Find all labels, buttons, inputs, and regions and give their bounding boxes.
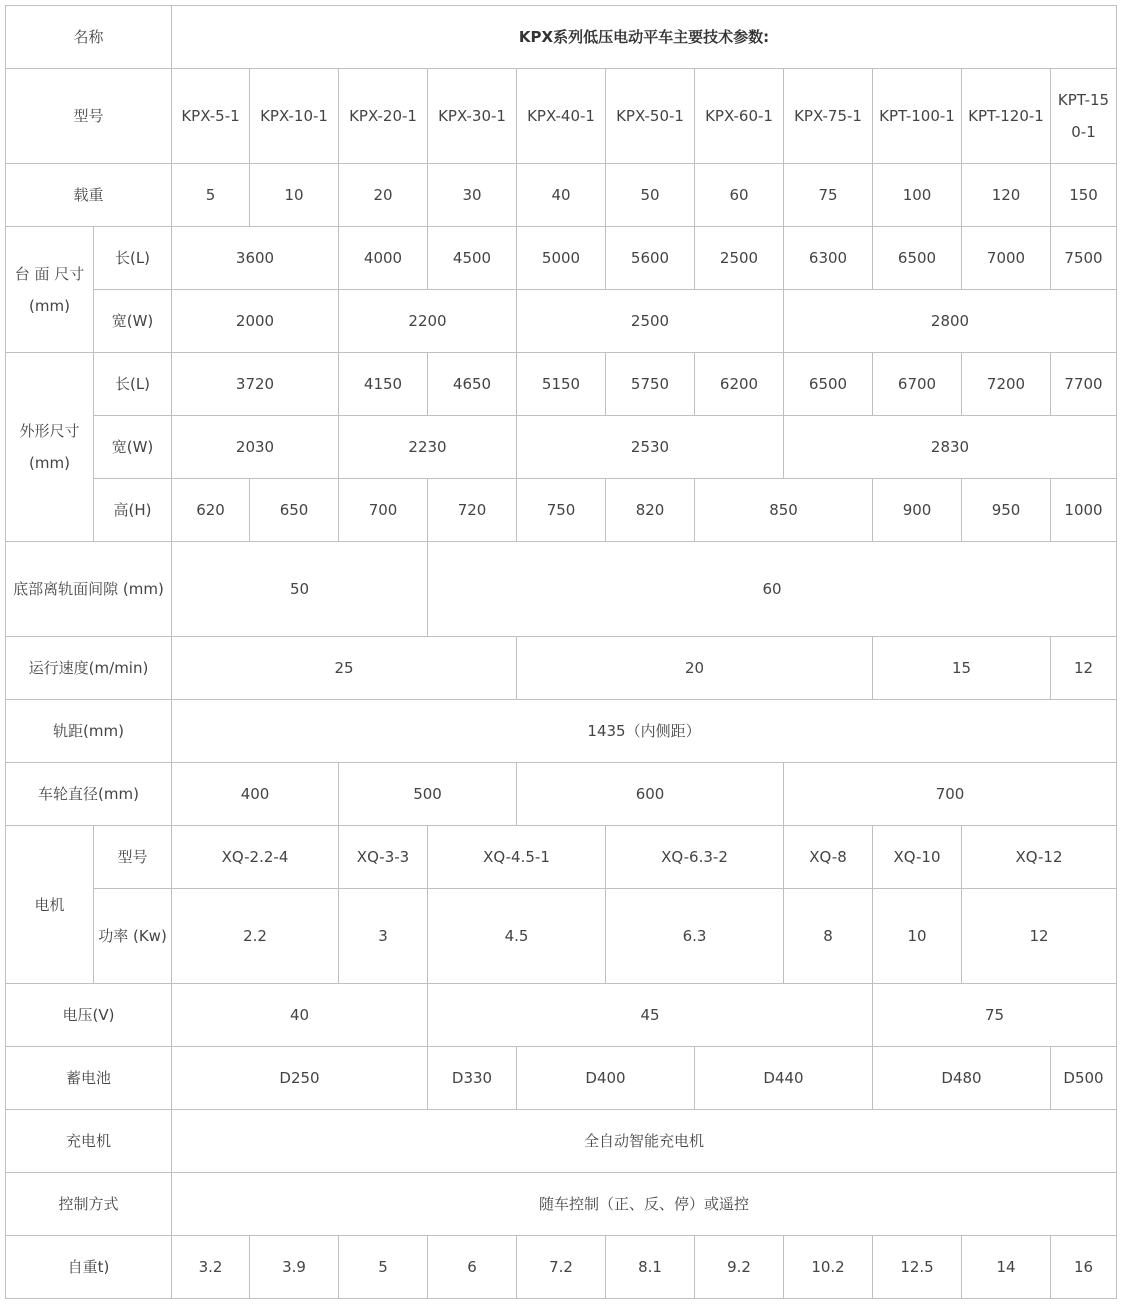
load-row xyxy=(6,164,1117,227)
table-length-cell: 6500 xyxy=(873,227,962,290)
battery-cell: D500 xyxy=(1051,1047,1117,1110)
model-cell: KPX-60-1 xyxy=(695,69,784,164)
row-label-model: 型号 xyxy=(6,69,172,164)
speed-cell: 12 xyxy=(1051,637,1117,700)
outer-height-cell: 700 xyxy=(339,479,428,542)
speed-cell: 20 xyxy=(517,637,873,700)
outer-width-cell: 2030 xyxy=(172,416,339,479)
weight-cell: 8.1 xyxy=(606,1236,695,1299)
battery-cell: D400 xyxy=(517,1047,695,1110)
outer-length-cell: 4650 xyxy=(428,353,517,416)
table-length-cell: 7000 xyxy=(962,227,1051,290)
clearance-cell: 50 xyxy=(172,542,428,637)
wheel-cell: 600 xyxy=(517,763,784,826)
outer-length-cell: 6700 xyxy=(873,353,962,416)
table-width-cell: 2000 xyxy=(172,290,339,353)
motor-model-cell: XQ-10 xyxy=(873,826,962,889)
motor-power-cell: 12 xyxy=(962,889,1117,984)
outer-length-cell: 6200 xyxy=(695,353,784,416)
outer-width-cell: 2230 xyxy=(339,416,517,479)
table-length-cell: 6300 xyxy=(784,227,873,290)
table-size-width-row xyxy=(6,290,1117,353)
model-cell: KPX-10-1 xyxy=(250,69,339,164)
wheel-row xyxy=(6,763,1117,826)
battery-row xyxy=(6,1047,1117,1110)
motor-model-cell: XQ-8 xyxy=(784,826,873,889)
outer-height-cell: 750 xyxy=(517,479,606,542)
model-cell: KPX-50-1 xyxy=(606,69,695,164)
speed-cell: 25 xyxy=(172,637,517,700)
load-cell: 20 xyxy=(339,164,428,227)
control-row xyxy=(6,1173,1117,1236)
load-cell: 150 xyxy=(1051,164,1117,227)
wheel-cell: 400 xyxy=(172,763,339,826)
voltage-cell: 75 xyxy=(873,984,1117,1047)
group-label-outer-size: 外形尺寸 (mm) xyxy=(6,353,94,542)
sub-label-width: 宽(W) xyxy=(94,416,172,479)
outer-size-length-row xyxy=(6,353,1117,416)
sub-label-motor-model: 型号 xyxy=(94,826,172,889)
speed-row xyxy=(6,637,1117,700)
group-label-motor: 电机 xyxy=(6,826,94,984)
weight-cell: 16 xyxy=(1051,1236,1117,1299)
outer-length-cell: 4150 xyxy=(339,353,428,416)
row-label-weight: 自重t) xyxy=(6,1236,172,1299)
outer-length-cell: 5750 xyxy=(606,353,695,416)
load-cell: 30 xyxy=(428,164,517,227)
gauge-row xyxy=(6,700,1117,763)
outer-size-width-row xyxy=(6,416,1117,479)
outer-length-cell: 7200 xyxy=(962,353,1051,416)
voltage-row xyxy=(6,984,1117,1047)
table-length-cell: 4000 xyxy=(339,227,428,290)
voltage-cell: 40 xyxy=(172,984,428,1047)
motor-model-cell: XQ-2.2-4 xyxy=(172,826,339,889)
clearance-row xyxy=(6,542,1117,637)
sub-label-width: 宽(W) xyxy=(94,290,172,353)
motor-model-cell: XQ-3-3 xyxy=(339,826,428,889)
gauge-cell: 1435（内侧距） xyxy=(172,700,1117,763)
outer-length-cell: 5150 xyxy=(517,353,606,416)
weight-cell: 7.2 xyxy=(517,1236,606,1299)
outer-size-height-row xyxy=(6,479,1117,542)
charger-cell: 全自动智能充电机 xyxy=(172,1110,1117,1173)
speed-cell: 15 xyxy=(873,637,1051,700)
weight-cell: 3.2 xyxy=(172,1236,250,1299)
motor-power-cell: 8 xyxy=(784,889,873,984)
model-cell: KPX-40-1 xyxy=(517,69,606,164)
voltage-cell: 45 xyxy=(428,984,873,1047)
motor-model-row xyxy=(6,826,1117,889)
model-cell: KPX-30-1 xyxy=(428,69,517,164)
model-cell: KPT-100-1 xyxy=(873,69,962,164)
load-cell: 120 xyxy=(962,164,1051,227)
motor-power-cell: 10 xyxy=(873,889,962,984)
sub-label-motor-power: 功率 (Kw) xyxy=(94,889,172,984)
table-width-cell: 2500 xyxy=(517,290,784,353)
group-label-table-size: 台 面 尺寸 (mm) xyxy=(6,227,94,353)
outer-length-cell: 7700 xyxy=(1051,353,1117,416)
control-cell: 随车控制（正、反、停）或遥控 xyxy=(172,1173,1117,1236)
load-cell: 60 xyxy=(695,164,784,227)
outer-length-cell: 3720 xyxy=(172,353,339,416)
battery-cell: D480 xyxy=(873,1047,1051,1110)
weight-row xyxy=(6,1236,1117,1299)
table-length-cell: 5000 xyxy=(517,227,606,290)
row-label-gauge: 轨距(mm) xyxy=(6,700,172,763)
model-cell: KPT-120-1 xyxy=(962,69,1051,164)
weight-cell: 9.2 xyxy=(695,1236,784,1299)
outer-height-cell: 1000 xyxy=(1051,479,1117,542)
table-length-cell: 2500 xyxy=(695,227,784,290)
wheel-cell: 700 xyxy=(784,763,1117,826)
weight-cell: 5 xyxy=(339,1236,428,1299)
model-cell: KPX-5-1 xyxy=(172,69,250,164)
row-label-clearance: 底部离轨面间隙 (mm) xyxy=(6,542,172,637)
motor-power-row xyxy=(6,889,1117,984)
spec-table xyxy=(5,5,1117,1299)
load-cell: 75 xyxy=(784,164,873,227)
table-length-cell: 3600 xyxy=(172,227,339,290)
row-label-voltage: 电压(V) xyxy=(6,984,172,1047)
table-size-length-row xyxy=(6,227,1117,290)
battery-cell: D330 xyxy=(428,1047,517,1110)
row-label-speed: 运行速度(m/min) xyxy=(6,637,172,700)
outer-height-cell: 850 xyxy=(695,479,873,542)
table-length-cell: 4500 xyxy=(428,227,517,290)
row-label-charger: 充电机 xyxy=(6,1110,172,1173)
outer-height-cell: 820 xyxy=(606,479,695,542)
weight-cell: 12.5 xyxy=(873,1236,962,1299)
model-row xyxy=(6,69,1117,164)
outer-width-cell: 2530 xyxy=(517,416,784,479)
outer-height-cell: 720 xyxy=(428,479,517,542)
row-label-battery: 蓄电池 xyxy=(6,1047,172,1110)
sub-label-length: 长(L) xyxy=(94,353,172,416)
row-label-control: 控制方式 xyxy=(6,1173,172,1236)
table-length-cell: 5600 xyxy=(606,227,695,290)
motor-power-cell: 6.3 xyxy=(606,889,784,984)
load-cell: 40 xyxy=(517,164,606,227)
load-cell: 5 xyxy=(172,164,250,227)
model-cell: KPX-20-1 xyxy=(339,69,428,164)
outer-height-cell: 900 xyxy=(873,479,962,542)
outer-height-cell: 950 xyxy=(962,479,1051,542)
weight-cell: 10.2 xyxy=(784,1236,873,1299)
sub-label-height: 高(H) xyxy=(94,479,172,542)
motor-model-cell: XQ-12 xyxy=(962,826,1117,889)
model-cell: KPT-150-1 xyxy=(1051,69,1117,164)
motor-power-cell: 2.2 xyxy=(172,889,339,984)
load-cell: 50 xyxy=(606,164,695,227)
weight-cell: 14 xyxy=(962,1236,1051,1299)
motor-model-cell: XQ-6.3-2 xyxy=(606,826,784,889)
load-cell: 10 xyxy=(250,164,339,227)
row-label-wheel: 车轮直径(mm) xyxy=(6,763,172,826)
charger-row xyxy=(6,1110,1117,1173)
outer-length-cell: 6500 xyxy=(784,353,873,416)
battery-cell: D250 xyxy=(172,1047,428,1110)
weight-cell: 6 xyxy=(428,1236,517,1299)
wheel-cell: 500 xyxy=(339,763,517,826)
clearance-cell: 60 xyxy=(428,542,1117,637)
table-width-cell: 2200 xyxy=(339,290,517,353)
outer-height-cell: 650 xyxy=(250,479,339,542)
table-width-cell: 2800 xyxy=(784,290,1117,353)
row-label-load: 载重 xyxy=(6,164,172,227)
weight-cell: 3.9 xyxy=(250,1236,339,1299)
outer-height-cell: 620 xyxy=(172,479,250,542)
table-length-cell: 7500 xyxy=(1051,227,1117,290)
load-cell: 100 xyxy=(873,164,962,227)
battery-cell: D440 xyxy=(695,1047,873,1110)
motor-power-cell: 3 xyxy=(339,889,428,984)
outer-width-cell: 2830 xyxy=(784,416,1117,479)
row-label-name: 名称 xyxy=(6,6,172,69)
model-cell: KPX-75-1 xyxy=(784,69,873,164)
sub-label-length: 长(L) xyxy=(94,227,172,290)
motor-power-cell: 4.5 xyxy=(428,889,606,984)
motor-model-cell: XQ-4.5-1 xyxy=(428,826,606,889)
title-row xyxy=(6,6,1117,69)
table-title: KPX系列低压电动平车主要技术参数: xyxy=(172,6,1117,69)
